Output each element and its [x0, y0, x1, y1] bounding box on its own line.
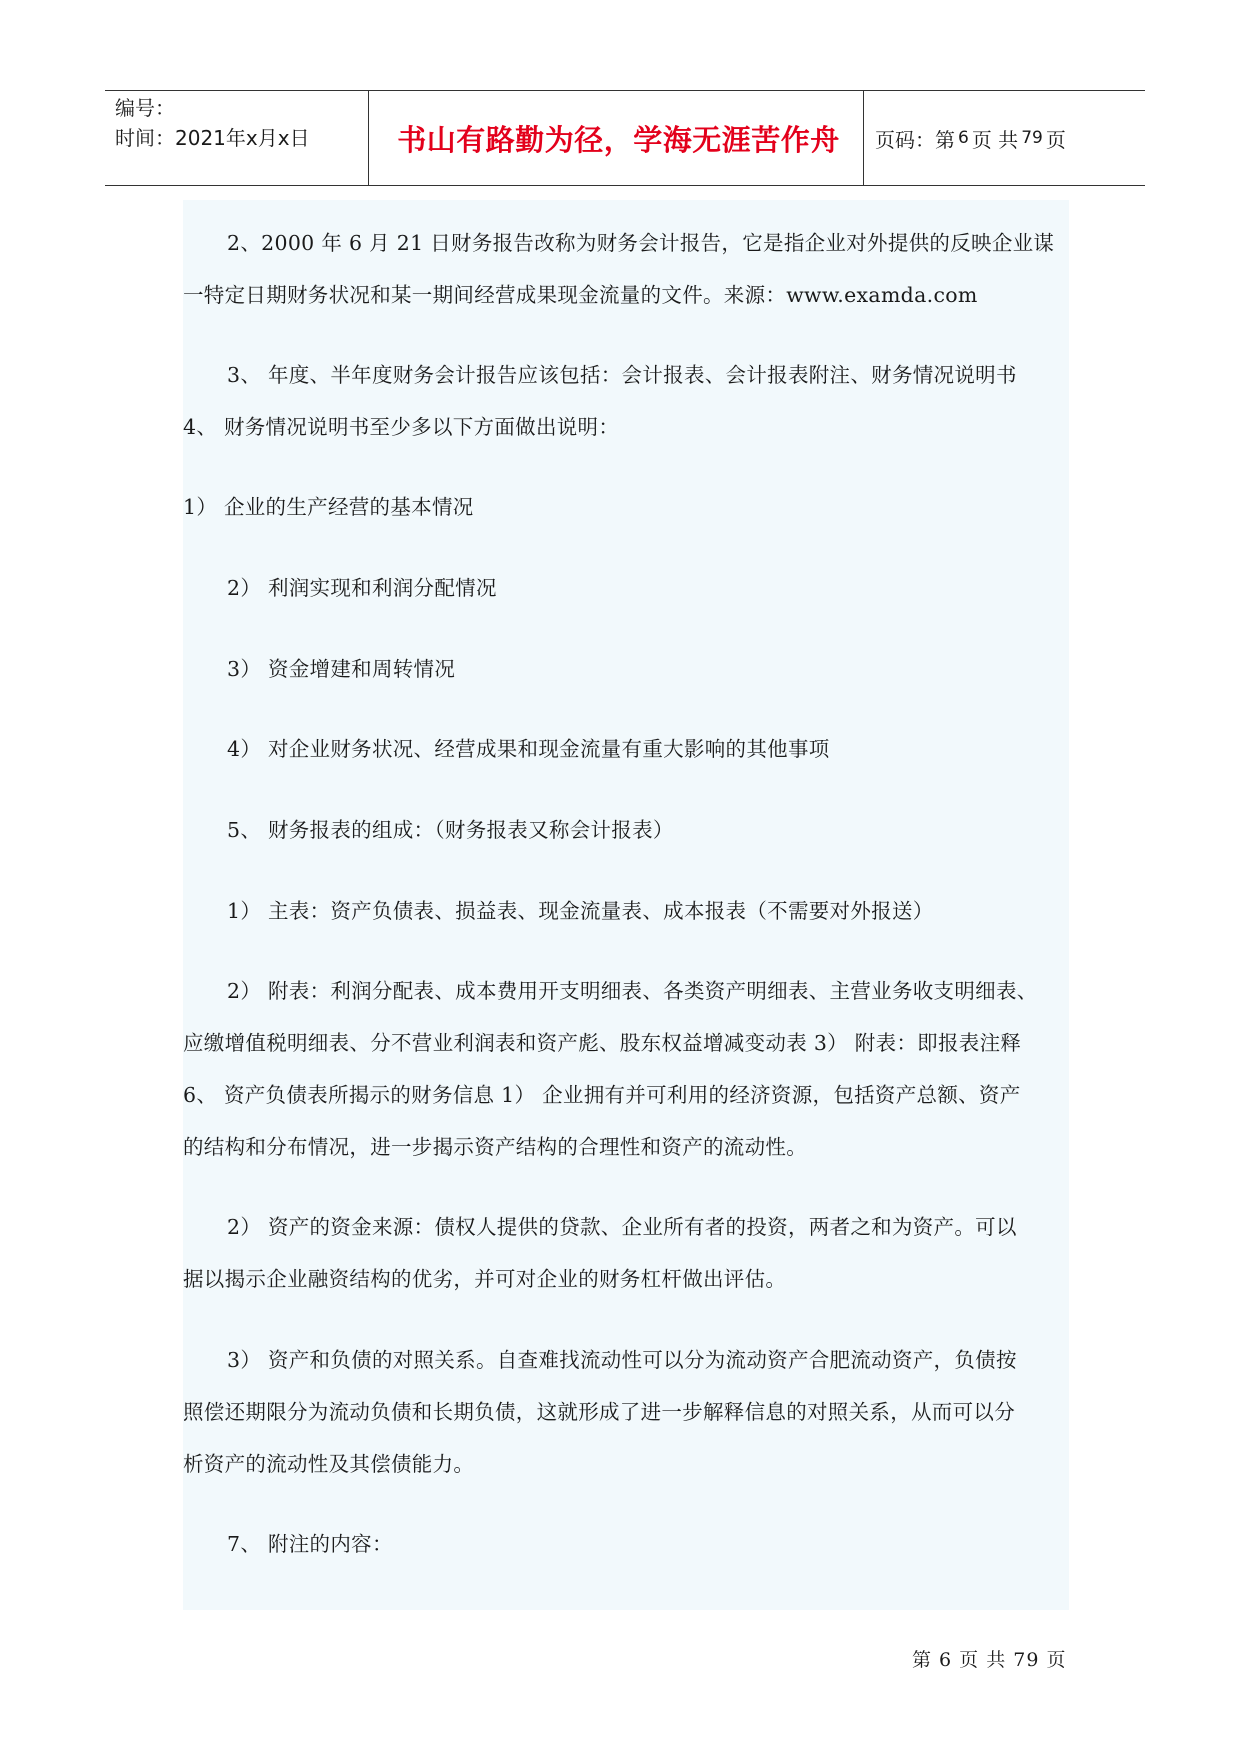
body-line: 照偿还期限分为流动负债和长期负债，这就形成了进一步解释信息的对照关系，从而可以分	[183, 1400, 1015, 1424]
page-header	[105, 90, 1145, 186]
body-line: 3、 年度、半年度财务会计报告应该包括：会计报表、会计报表附注、财务情况说明书	[227, 363, 1017, 387]
document-body	[183, 200, 1069, 1610]
header-meta	[115, 93, 365, 153]
body-line: 2） 利润实现和利润分配情况	[227, 576, 497, 600]
body-line: 2） 资产的资金来源：债权人提供的贷款、企业所有者的投资，两者之和为资产。可以	[227, 1215, 1017, 1239]
body-line: 5、 财务报表的组成：（财务报表又称会计报表）	[227, 818, 674, 842]
body-line: 据以揭示企业融资结构的优劣，并可对企业的财务杠杆做出评估。	[183, 1267, 787, 1291]
document-number-label: 编号：	[115, 96, 175, 120]
body-line: 1） 企业的生产经营的基本情况	[183, 495, 474, 519]
page-prefix: 页码：第	[875, 127, 955, 152]
body-line: 1） 主表：资产负债表、损益表、现金流量表、成本报表（不需要对外报送）	[227, 899, 934, 923]
header-page-info	[875, 91, 1066, 185]
document-time: 时间：2021年x月x日	[115, 126, 310, 150]
body-line: 3） 资金增建和周转情况	[227, 657, 456, 681]
body-line: 2） 附表：利润分配表、成本费用开支明细表、各类资产明细表、主营业务收支明细表、	[227, 979, 1038, 1003]
page-footer: 第 6 页 共 79 页	[912, 1649, 1067, 1671]
header-divider-left	[368, 91, 369, 185]
body-line: 应缴增值税明细表、分不营业利润表和资产彪、股东权益增减变动表 3） 附表：即报表注释	[183, 1031, 1022, 1055]
body-line: 4） 对企业财务状况、经营成果和现金流量有重大影响的其他事项	[227, 737, 830, 761]
body-line: 一特定日期财务状况和某一期间经营成果现金流量的文件。来源：www.examda.com	[183, 283, 978, 307]
body-line: 3） 资产和负债的对照关系。自查难找流动性可以分为流动资产合肥流动资产，负债按	[227, 1348, 1017, 1372]
page-suffix: 页	[1045, 127, 1066, 152]
body-line: 的结构和分布情况，进一步揭示资产结构的合理性和资产的流动性。	[183, 1135, 807, 1159]
page-total: 79	[1021, 128, 1043, 148]
page-mid: 页 共	[971, 127, 1019, 152]
page-current: 6	[958, 128, 969, 148]
body-line: 析资产的流动性及其偿债能力。	[183, 1452, 475, 1476]
body-line: 7、 附注的内容：	[227, 1532, 393, 1556]
body-line: 4、 财务情况说明书至少多以下方面做出说明：	[183, 415, 620, 439]
header-divider-right	[863, 91, 864, 185]
body-line: 6、 资产负债表所揭示的财务信息 1） 企业拥有并可利用的经济资源，包括资产总额、资产	[183, 1083, 1021, 1107]
header-motto: 书山有路勤为径，学海无涯苦作舟	[397, 122, 840, 157]
body-line: 2、2000 年 6 月 21 日财务报告改称为财务会计报告，它是指企业对外提供的反映企业谋	[227, 231, 1055, 255]
